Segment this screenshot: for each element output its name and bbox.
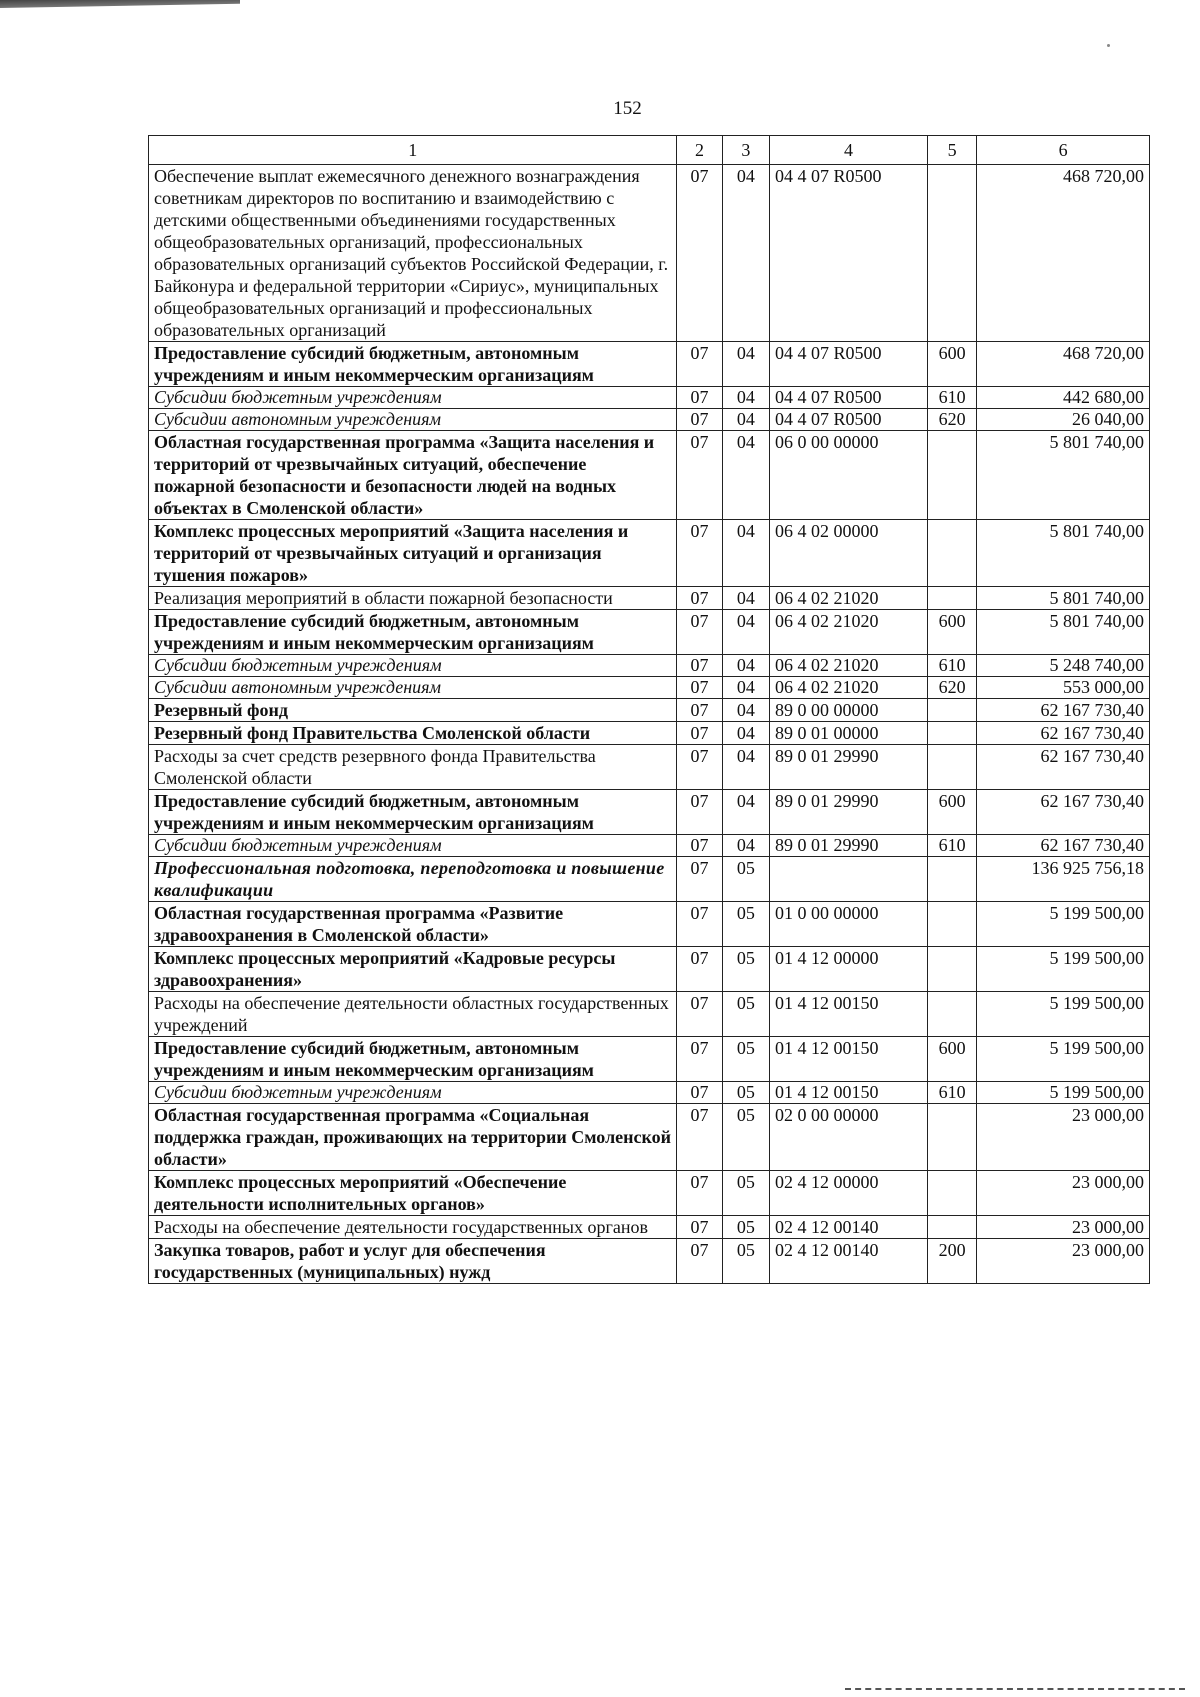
- subsection-cell: 05: [722, 1216, 769, 1239]
- target-article-cell: 06 4 02 21020: [770, 677, 928, 699]
- expense-type-cell: 600: [927, 790, 976, 835]
- subsection-cell: 04: [722, 165, 769, 342]
- target-article-cell: 89 0 00 00000: [770, 699, 928, 722]
- subsection-cell: 04: [722, 409, 769, 431]
- name-cell: Расходы за счет средств резервного фонда Правительства Смоленской области: [149, 745, 677, 790]
- subsection-cell: 04: [722, 520, 769, 587]
- name-cell: Комплекс процессных мероприятий «Кадровые ресурсы здравоохранения»: [149, 947, 677, 992]
- target-article-cell: 01 4 12 00150: [770, 1037, 928, 1082]
- section-cell: 07: [677, 1216, 722, 1239]
- name-cell: Субсидии бюджетным учреждениям: [149, 835, 677, 857]
- section-cell: 07: [677, 857, 722, 902]
- subsection-cell: 05: [722, 1239, 769, 1284]
- target-article-cell: 02 4 12 00140: [770, 1216, 928, 1239]
- table-row: [149, 722, 1150, 745]
- table-row: [149, 587, 1150, 610]
- section-cell: 07: [677, 165, 722, 342]
- name-cell: Субсидии бюджетным учреждениям: [149, 655, 677, 677]
- section-cell: 07: [677, 992, 722, 1037]
- name-cell: Закупка товаров, работ и услуг для обеспечения государственных (муниципальных) нужд: [149, 1239, 677, 1284]
- table-row: [149, 790, 1150, 835]
- expense-type-cell: 600: [927, 342, 976, 387]
- expense-type-cell: 610: [927, 1082, 976, 1104]
- target-article-cell: 01 4 12 00150: [770, 1082, 928, 1104]
- target-article-cell: 89 0 01 00000: [770, 722, 928, 745]
- name-cell: Предоставление субсидий бюджетным, автономным учреждениям и иным некоммерческим организациям: [149, 610, 677, 655]
- expense-type-cell: [927, 722, 976, 745]
- name-cell: Субсидии автономным учреждениям: [149, 677, 677, 699]
- expense-type-cell: [927, 699, 976, 722]
- section-cell: 07: [677, 699, 722, 722]
- section-cell: 07: [677, 431, 722, 520]
- table-row: [149, 1171, 1150, 1216]
- table-row: [149, 857, 1150, 902]
- target-article-cell: 06 4 02 21020: [770, 655, 928, 677]
- section-cell: 07: [677, 902, 722, 947]
- subsection-cell: 04: [722, 431, 769, 520]
- table-row: [149, 409, 1150, 431]
- expense-type-cell: 620: [927, 677, 976, 699]
- amount-cell: 26 040,00: [977, 409, 1150, 431]
- amount-cell: 23 000,00: [977, 1239, 1150, 1284]
- table-row: [149, 677, 1150, 699]
- target-article-cell: 06 4 02 21020: [770, 610, 928, 655]
- target-article-cell: 06 4 02 00000: [770, 520, 928, 587]
- amount-cell: 468 720,00: [977, 342, 1150, 387]
- subsection-cell: 04: [722, 835, 769, 857]
- section-cell: 07: [677, 1104, 722, 1171]
- subsection-cell: 05: [722, 857, 769, 902]
- amount-cell: 5 199 500,00: [977, 992, 1150, 1037]
- expense-type-cell: [927, 947, 976, 992]
- subsection-cell: 04: [722, 677, 769, 699]
- amount-cell: 5 248 740,00: [977, 655, 1150, 677]
- table-row: [149, 342, 1150, 387]
- subsection-cell: 05: [722, 1171, 769, 1216]
- name-cell: Областная государственная программа «Социальная поддержка граждан, проживающих на территории Смоленской области»: [149, 1104, 677, 1171]
- footer-dash-line: [845, 1688, 1185, 1690]
- table-row: [149, 902, 1150, 947]
- section-cell: 07: [677, 1082, 722, 1104]
- expense-type-cell: [927, 1216, 976, 1239]
- subsection-cell: 04: [722, 745, 769, 790]
- amount-cell: 23 000,00: [977, 1104, 1150, 1171]
- name-cell: Резервный фонд Правительства Смоленской области: [149, 722, 677, 745]
- amount-cell: 5 199 500,00: [977, 1037, 1150, 1082]
- target-article-cell: 89 0 01 29990: [770, 790, 928, 835]
- section-cell: 07: [677, 587, 722, 610]
- amount-cell: 23 000,00: [977, 1171, 1150, 1216]
- subsection-cell: 05: [722, 1037, 769, 1082]
- name-cell: Комплекс процессных мероприятий «Обеспечение деятельности исполнительных органов»: [149, 1171, 677, 1216]
- expense-type-cell: 600: [927, 610, 976, 655]
- section-cell: 07: [677, 387, 722, 409]
- table-header-row: [149, 136, 1150, 165]
- target-article-cell: [770, 857, 928, 902]
- target-article-cell: 89 0 01 29990: [770, 745, 928, 790]
- section-cell: 07: [677, 342, 722, 387]
- scan-speck: [1107, 44, 1110, 47]
- amount-cell: 62 167 730,40: [977, 699, 1150, 722]
- expense-type-cell: [927, 857, 976, 902]
- target-article-cell: 04 4 07 R0500: [770, 342, 928, 387]
- amount-cell: 5 801 740,00: [977, 520, 1150, 587]
- subsection-cell: 04: [722, 655, 769, 677]
- name-cell: Субсидии бюджетным учреждениям: [149, 1082, 677, 1104]
- table-row: [149, 387, 1150, 409]
- header-cell-5: 5: [927, 136, 976, 165]
- name-cell: Областная государственная программа «Защита населения и территорий от чрезвычайных ситуаций, обеспечение пожарной безопасности и безопасности людей на водных объектах в Смоленской области»: [149, 431, 677, 520]
- section-cell: 07: [677, 409, 722, 431]
- table-row: [149, 431, 1150, 520]
- target-article-cell: 06 4 02 21020: [770, 587, 928, 610]
- target-article-cell: 02 0 00 00000: [770, 1104, 928, 1171]
- section-cell: 07: [677, 1037, 722, 1082]
- target-article-cell: 02 4 12 00000: [770, 1171, 928, 1216]
- target-article-cell: 04 4 07 R0500: [770, 409, 928, 431]
- expense-type-cell: [927, 992, 976, 1037]
- name-cell: Комплекс процессных мероприятий «Защита населения и территорий от чрезвычайных ситуаций и организация тушения пожаров»: [149, 520, 677, 587]
- name-cell: Резервный фонд: [149, 699, 677, 722]
- amount-cell: 442 680,00: [977, 387, 1150, 409]
- name-cell: Расходы на обеспечение деятельности областных государственных учреждений: [149, 992, 677, 1037]
- expense-type-cell: 610: [927, 655, 976, 677]
- target-article-cell: 01 4 12 00000: [770, 947, 928, 992]
- page-number: 152: [613, 98, 642, 119]
- subsection-cell: 04: [722, 699, 769, 722]
- subsection-cell: 04: [722, 387, 769, 409]
- section-cell: 07: [677, 745, 722, 790]
- table-row: [149, 165, 1150, 342]
- table-row: [149, 1239, 1150, 1284]
- name-cell: Областная государственная программа «Развитие здравоохранения в Смоленской области»: [149, 902, 677, 947]
- amount-cell: 62 167 730,40: [977, 745, 1150, 790]
- header-cell-2: 2: [677, 136, 722, 165]
- table-row: [149, 1216, 1150, 1239]
- subsection-cell: 04: [722, 722, 769, 745]
- name-cell: Субсидии бюджетным учреждениям: [149, 387, 677, 409]
- amount-cell: 136 925 756,18: [977, 857, 1150, 902]
- table-row: [149, 655, 1150, 677]
- table-row: [149, 835, 1150, 857]
- amount-cell: 62 167 730,40: [977, 835, 1150, 857]
- amount-cell: 5 199 500,00: [977, 1082, 1150, 1104]
- expense-type-cell: 610: [927, 835, 976, 857]
- section-cell: 07: [677, 610, 722, 655]
- name-cell: Предоставление субсидий бюджетным, автономным учреждениям и иным некоммерческим организациям: [149, 790, 677, 835]
- amount-cell: 468 720,00: [977, 165, 1150, 342]
- amount-cell: 23 000,00: [977, 1216, 1150, 1239]
- table-row: [149, 699, 1150, 722]
- table-row: [149, 520, 1150, 587]
- subsection-cell: 04: [722, 342, 769, 387]
- target-article-cell: 89 0 01 29990: [770, 835, 928, 857]
- name-cell: Обеспечение выплат ежемесячного денежного вознаграждения советникам директоров по воспитанию и взаимодействию с детскими общественными объединениями государственных общеобразовательных организаций, профессиональных образовательных организаций субъектов Российской Федерации, г. Байконура и федеральной территории «Сириус», муниципальных общеобразовательных организаций и профессиональных образовательных организаций: [149, 165, 677, 342]
- subsection-cell: 05: [722, 1104, 769, 1171]
- table-row: [149, 745, 1150, 790]
- target-article-cell: 02 4 12 00140: [770, 1239, 928, 1284]
- target-article-cell: 04 4 07 R0500: [770, 387, 928, 409]
- name-cell: Предоставление субсидий бюджетным, автономным учреждениям и иным некоммерческим организациям: [149, 342, 677, 387]
- section-cell: 07: [677, 1239, 722, 1284]
- target-article-cell: 06 0 00 00000: [770, 431, 928, 520]
- section-cell: 07: [677, 1171, 722, 1216]
- name-cell: Профессиональная подготовка, переподготовка и повышение квалификации: [149, 857, 677, 902]
- budget-table: [148, 135, 1150, 1284]
- header-cell-1: 1: [149, 136, 677, 165]
- section-cell: 07: [677, 835, 722, 857]
- amount-cell: 62 167 730,40: [977, 790, 1150, 835]
- amount-cell: 5 801 740,00: [977, 431, 1150, 520]
- name-cell: Предоставление субсидий бюджетным, автономным учреждениям и иным некоммерческим организациям: [149, 1037, 677, 1082]
- subsection-cell: 04: [722, 587, 769, 610]
- table-row: [149, 1082, 1150, 1104]
- target-article-cell: 01 0 00 00000: [770, 902, 928, 947]
- header-cell-6: 6: [977, 136, 1150, 165]
- target-article-cell: 04 4 07 R0500: [770, 165, 928, 342]
- table-row: [149, 947, 1150, 992]
- subsection-cell: 04: [722, 610, 769, 655]
- target-article-cell: 01 4 12 00150: [770, 992, 928, 1037]
- expense-type-cell: [927, 1171, 976, 1216]
- amount-cell: 5 199 500,00: [977, 947, 1150, 992]
- section-cell: 07: [677, 655, 722, 677]
- header-cell-4: 4: [770, 136, 928, 165]
- table-row: [149, 1104, 1150, 1171]
- section-cell: 07: [677, 677, 722, 699]
- subsection-cell: 05: [722, 1082, 769, 1104]
- name-cell: Расходы на обеспечение деятельности государственных органов: [149, 1216, 677, 1239]
- name-cell: Реализация мероприятий в области пожарной безопасности: [149, 587, 677, 610]
- section-cell: 07: [677, 520, 722, 587]
- table-row: [149, 1037, 1150, 1082]
- expense-type-cell: [927, 1104, 976, 1171]
- expense-type-cell: 200: [927, 1239, 976, 1284]
- amount-cell: 62 167 730,40: [977, 722, 1150, 745]
- section-cell: 07: [677, 790, 722, 835]
- subsection-cell: 05: [722, 992, 769, 1037]
- expense-type-cell: [927, 587, 976, 610]
- section-cell: 07: [677, 947, 722, 992]
- amount-cell: 553 000,00: [977, 677, 1150, 699]
- amount-cell: 5 801 740,00: [977, 610, 1150, 655]
- amount-cell: 5 199 500,00: [977, 902, 1150, 947]
- expense-type-cell: 600: [927, 1037, 976, 1082]
- table-row: [149, 992, 1150, 1037]
- expense-type-cell: 610: [927, 387, 976, 409]
- expense-type-cell: [927, 745, 976, 790]
- section-cell: 07: [677, 722, 722, 745]
- amount-cell: 5 801 740,00: [977, 587, 1150, 610]
- name-cell: Субсидии автономным учреждениям: [149, 409, 677, 431]
- subsection-cell: 05: [722, 947, 769, 992]
- table-row: [149, 610, 1150, 655]
- header-cell-3: 3: [722, 136, 769, 165]
- subsection-cell: 05: [722, 902, 769, 947]
- expense-type-cell: [927, 902, 976, 947]
- expense-type-cell: [927, 431, 976, 520]
- expense-type-cell: [927, 520, 976, 587]
- expense-type-cell: 620: [927, 409, 976, 431]
- expense-type-cell: [927, 165, 976, 342]
- subsection-cell: 04: [722, 790, 769, 835]
- scan-edge-mark: [0, 0, 240, 8]
